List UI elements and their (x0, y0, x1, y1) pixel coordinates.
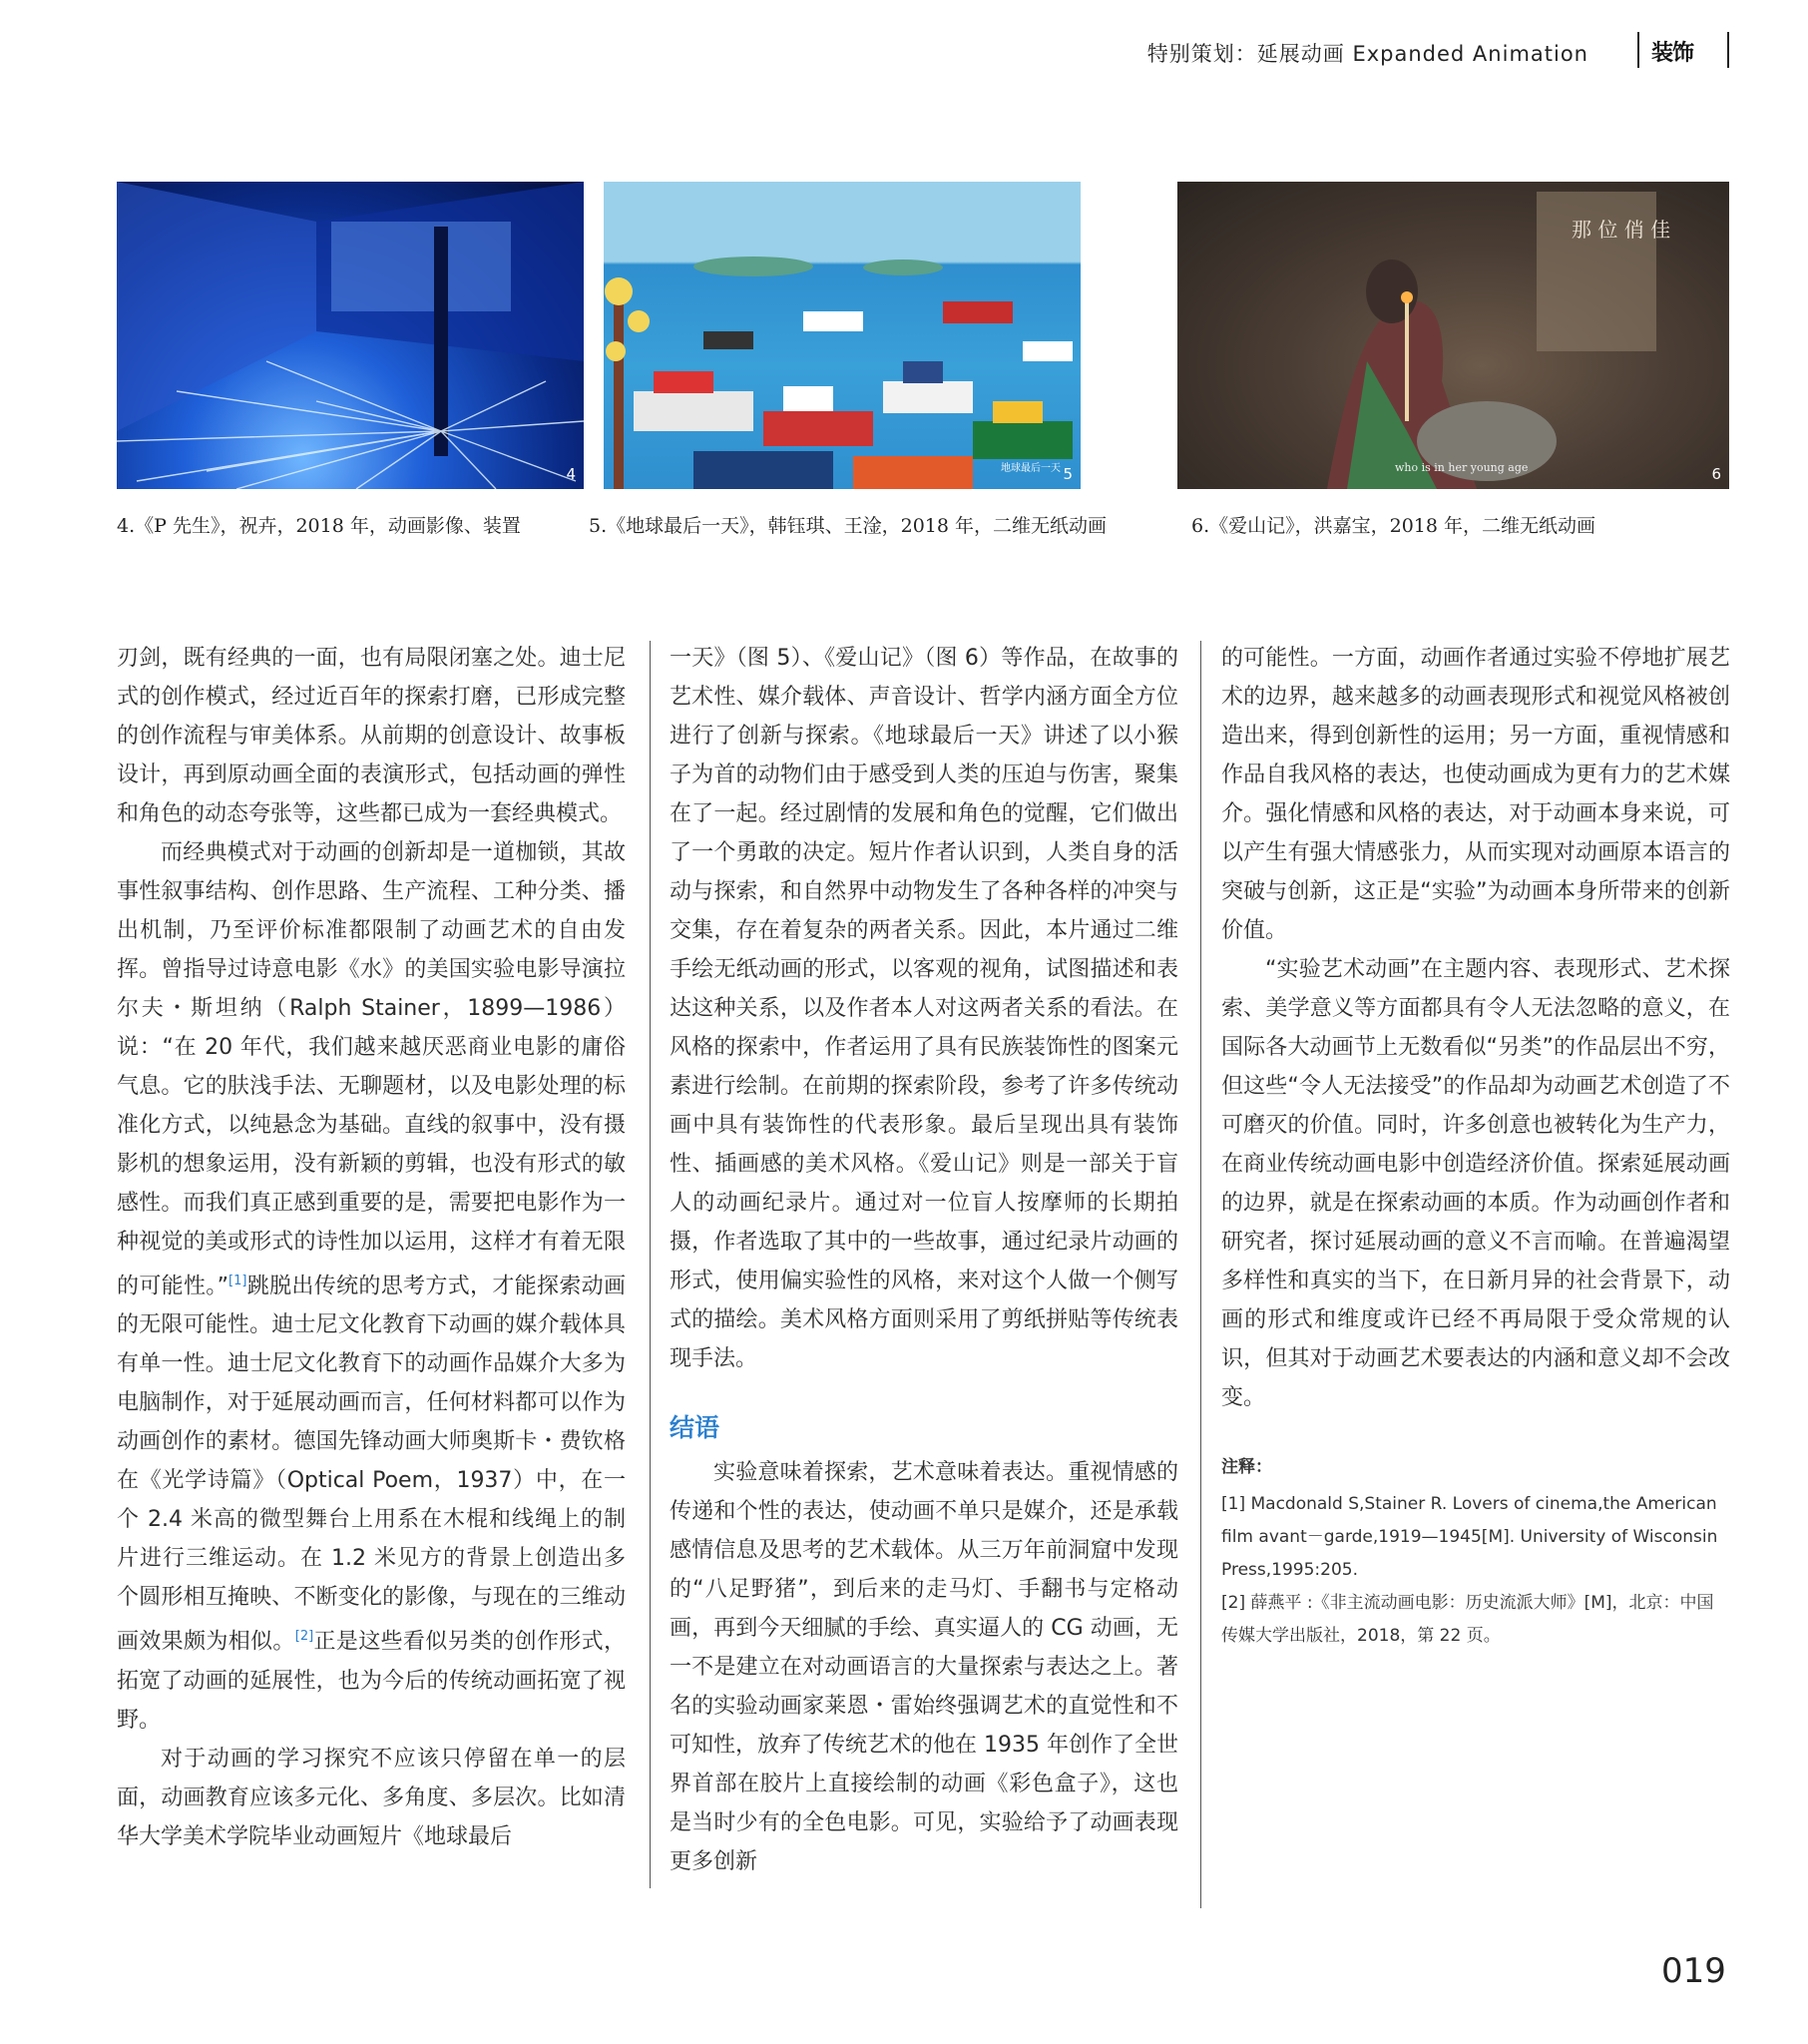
footnote-ref: [2] (294, 1629, 314, 1645)
paragraph-text: 跳脱出传统的思考方式，才能探索动画的无限可能性。迪士尼文化教育下动画的媒介载体具有单一性。迪士尼文化教育下的动画作品媒介大多为电脑制作，对于延展动画而言，任何材料都可以作为动画创作的素材。德国先锋动画大师奥斯卡・费钦格在《光学诗篇》（Optical Poem，1937）中，在一个 2.4 米高的微型舞台上用系在木棍和线绳上的制片进行三维运动。在 1.2 米见方的背景上创造出多个圆形相互掩映、不断变化的影像，与现在的三维动画效果颇为相似。 (117, 1274, 626, 1655)
harbor-boats-illustration (604, 182, 1081, 489)
text-column-3 (1221, 639, 1730, 1653)
paragraph: 实验意味着探索，艺术意味着表达。重视情感的传递和个性的表达，使动画不单只是媒介，还是承载感情信息及思考的艺术载体。从三万年前洞窟中发现的“八足野猪”，到后来的走马灯、手翻书与定格动画，再到今天细腻的手绘、真实逼人的 CG 动画，无一不是建立在对动画语言的大量探索与表达之上。著名的实验动画家莱恩・雷始终强调艺术的直觉性和不可知性，放弃了传统艺术的他在 1935 年创作了全世界首部在胶片上直接绘制的动画《彩色盒子》，这也是当时少有的全色电影。可见，实验给予了动画表现更多创新 (670, 1460, 1178, 1874)
section-heading: 结语 (670, 1413, 720, 1442)
paragraph: 对于动画的学习探究不应该只停留在单一的层面，动画教育应该多元化、多角度、多层次。比如清华大学美术学院毕业动画短片《地球最后 (117, 1746, 626, 1849)
figure-5-overlay-title: 地球最后一天 (1001, 463, 1061, 474)
figure-5-image (604, 182, 1081, 489)
figure-6-overlay-subtitle: who is in her young age (1395, 461, 1529, 474)
light-installation-illustration (117, 182, 584, 489)
figure-number: 6 (1711, 465, 1721, 483)
note-1: [1] Macdonald S,Stainer R. Lovers of cinema,the American film avant－garde,1919—1945[M]. University of Wisconsin Press,1995:205. (1221, 1494, 1718, 1580)
magazine-logo: 装饰 (1651, 41, 1694, 66)
figure-captions (117, 511, 1733, 541)
paragraph (117, 833, 626, 1740)
figure-number: 5 (1063, 465, 1073, 483)
text-column-1 (117, 639, 626, 1856)
notes-title: 注释： (1221, 1457, 1272, 1477)
caption-figure-6: 6.《爱山记》，洪嘉宝，2018 年，二维无纸动画 (1191, 515, 1596, 537)
notes-section (1221, 1451, 1730, 1653)
footnote-ref: [1] (228, 1274, 247, 1288)
page-number: 019 (1661, 1951, 1726, 1991)
candle-scene-illustration (1177, 182, 1729, 489)
figure-6-overlay-title: 那 位 俏 佳 (1572, 218, 1671, 242)
running-header (0, 32, 1808, 72)
paragraph: “实验艺术动画”在主题内容、表现形式、艺术探索、美学意义等方面都具有令人无法忽略的意义，在国际各大动画节上无数看似“另类”的作品层出不穷，但这些“令人无法接受”的作品却为动画艺术创造了不可磨灭的价值。同时，许多创意也被转化为生产力，在商业传统动画电影中创造经济价值。探索延展动画的边界，就是在探索动画的本质。作为动画创作者和研究者，探讨延展动画的意义不言而喻。在普遍渴望多样性和真实的当下，在日新月异的社会背景下，动画的形式和维度或许已经不再局限于受众常规的认识，但其对于动画艺术要表达的内涵和意义却不会改变。 (1221, 957, 1730, 1410)
paragraph-text: 而经典模式对于动画的创新却是一道枷锁，其故事性叙事结构、创作思路、生产流程、工种分类、播出机制，乃至评价标准都限制了动画艺术的自由发挥。曾指导过诗意电影《水》的美国实验电影导演拉尔夫・斯坦纳（Ralph Stainer，1899—1986）说：“在 20 年代，我们越来越厌恶商业电影的庸俗气息。它的肤浅手法、无聊题材，以及电影处理的标准化方式，以纯悬念为基础。直线的叙事中，没有摄影机的想象运用，没有新颖的剪辑，也没有形式的敏感性。而我们真正感到重要的是，需要把电影作为一种视觉的美或形式的诗性加以运用，这样才有着无限的可能性。” (117, 840, 626, 1299)
section-title: 特别策划：延展动画 Expanded Animation (1146, 42, 1588, 66)
figure-4-image (117, 182, 584, 489)
figure-6-image (1177, 182, 1729, 489)
note-2: [2] 薛燕平 :《非主流动画电影：历史流派大师》[M]，北京：中国传媒大学出版社，2018，第 22 页。 (1221, 1593, 1714, 1646)
paragraph: 的可能性。一方面，动画作者通过实验不停地扩展艺术的边界，越来越多的动画表现形式和视觉风格被创造出来，得到创新性的运用；另一方面，重视情感和作品自我风格的表达，也使动画成为更有力的艺术媒介。强化情感和风格的表达，对于动画本身来说，可以产生有强大情感张力，从而实现对动画原本语言的突破与创新，这正是“实验”为动画本身所带来的创新价值。 (1221, 646, 1730, 943)
figure-number: 4 (566, 465, 576, 483)
header-divider-right (1727, 32, 1729, 68)
caption-figure-5: 5.《地球最后一天》，韩钰琪、王淦，2018 年，二维无纸动画 (589, 515, 1108, 537)
paragraph-text: 正是这些看似另类的创作形式，拓宽了动画的延展性，也为今后的传统动画拓宽了视野。 (117, 1629, 626, 1733)
paragraph: 刃剑，既有经典的一面，也有局限闭塞之处。迪士尼式的创作模式，经过近百年的探索打磨，已形成完整的创作流程与审美体系。从前期的创意设计、故事板设计，再到原动画全面的表演形式，包括动画的弹性和角色的动态夸张等，这些都已成为一套经典模式。 (117, 646, 626, 826)
header-divider (1637, 32, 1639, 68)
text-column-2 (670, 639, 1178, 1881)
caption-figure-4: 4.《P 先生》，祝卉，2018 年，动画影像、装置 (117, 515, 521, 537)
paragraph: 一天》（图 5）、《爱山记》（图 6）等作品，在故事的艺术性、媒介载体、声音设计、哲学内涵方面全方位进行了创新与探索。《地球最后一天》讲述了以小猴子为首的动物们由于感受到人类的压迫与伤害，聚集在了一起。经过剧情的发展和角色的觉醒，它们做出了一个勇敢的决定。短片作者认识到，人类自身的活动与探索，和自然界中动物发生了各种各样的冲突与交集，存在着复杂的两者关系。因此，本片通过二维手绘无纸动画的形式，以客观的视角，试图描述和表达这种关系，以及作者本人对这两者关系的看法。在风格的探索中，作者运用了具有民族装饰性的图案元素进行绘制。在前期的探索阶段，参考了许多传统动画中具有装饰性的代表形象。最后呈现出具有装饰性、插画感的美术风格。《爱山记》则是一部关于盲人的动画纪录片。通过对一位盲人按摩师的长期拍摄，作者选取了其中的一些故事，通过纪录片动画的形式，使用偏实验性的风格，来对这个人做一个侧写式的描绘。美术风格方面则采用了剪纸拼贴等传统表现手法。 (670, 646, 1178, 1371)
column-divider (650, 641, 651, 1888)
column-divider (1200, 641, 1201, 1908)
